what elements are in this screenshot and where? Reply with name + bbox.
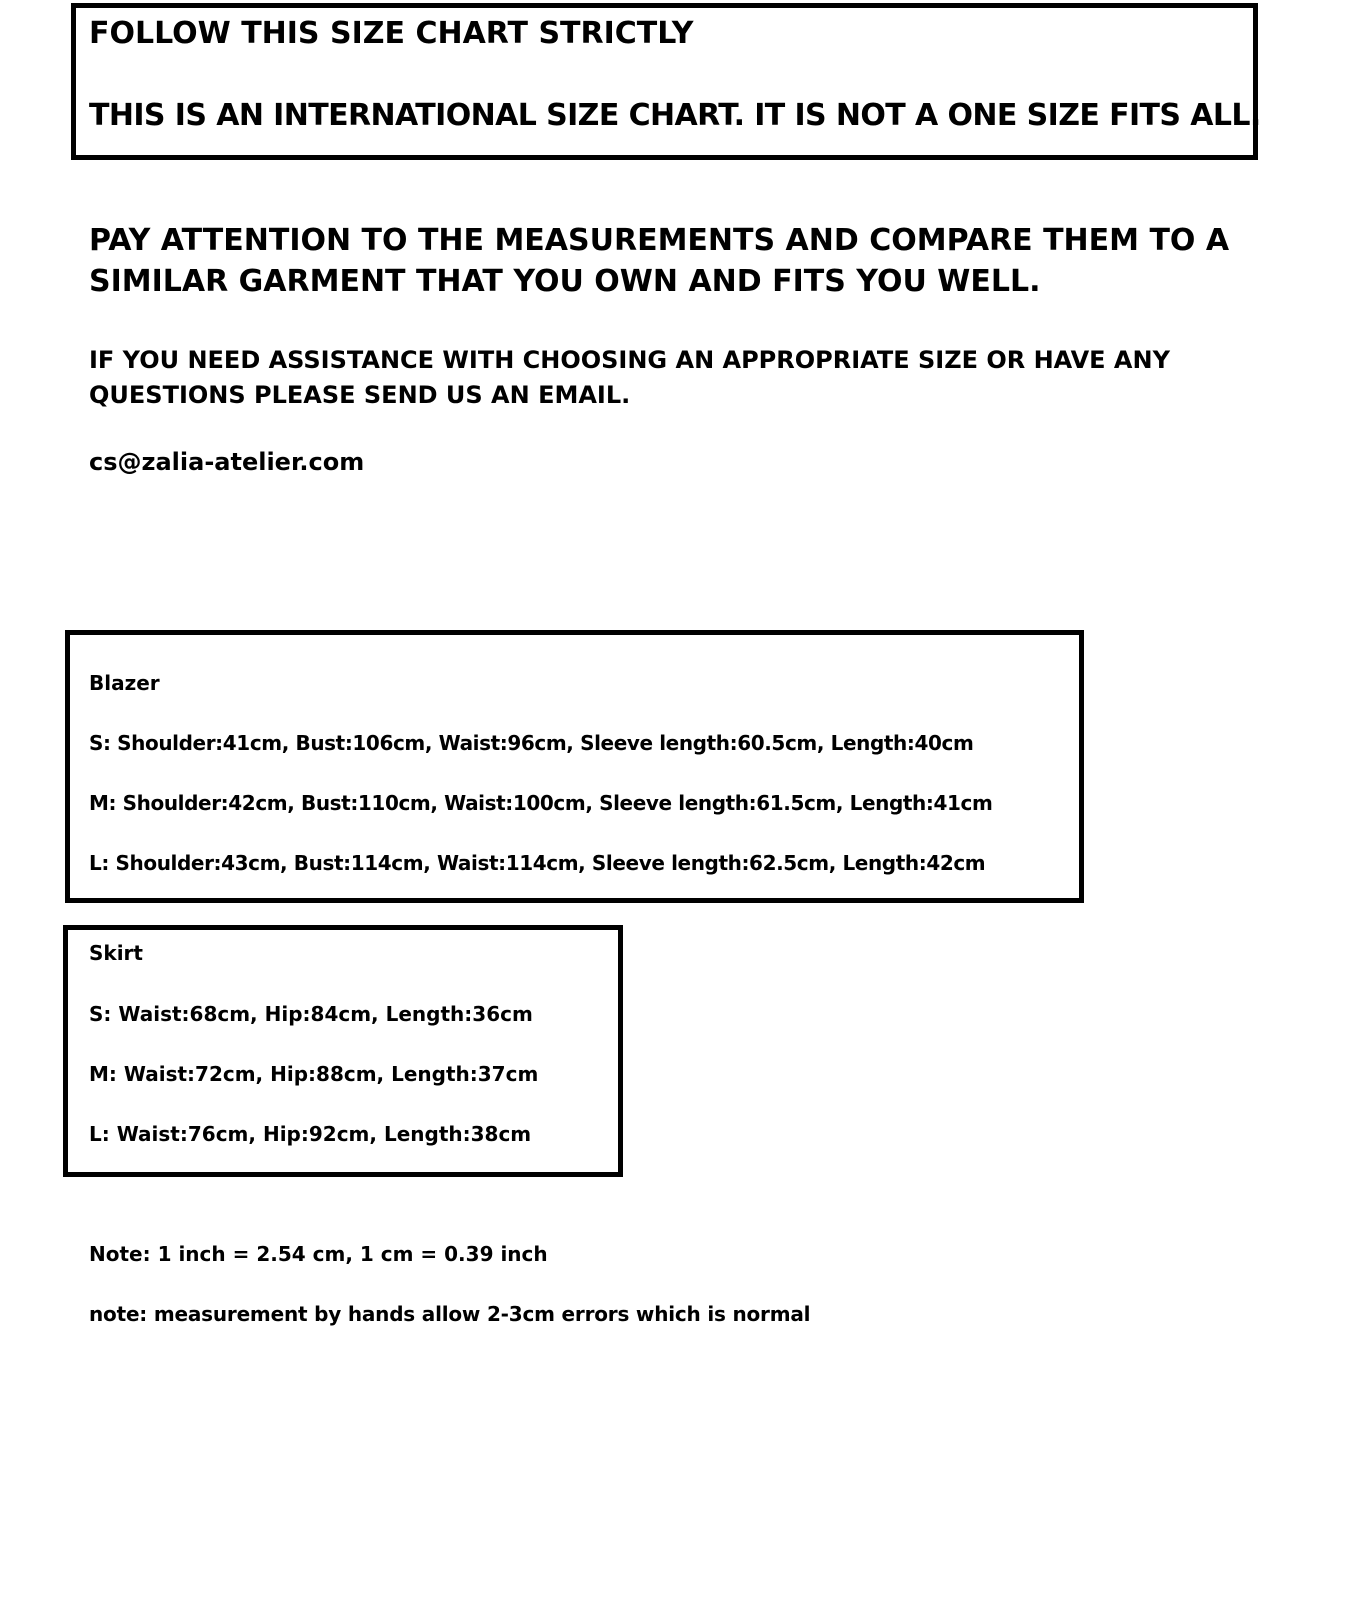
follow-strictly-heading: FOLLOW THIS SIZE CHART STRICTLY [89,16,694,51]
measurement-error-note: note: measurement by hands allow 2-3cm errors which is normal [89,1302,811,1326]
attention-paragraph: PAY ATTENTION TO THE MEASUREMENTS AND COMPARE THEM TO A SIMILAR GARMENT THAT YOU OWN AND FITS YOU WELL. [89,223,1230,299]
blazer-size-m: M: Shoulder:42cm, Bust:110cm, Waist:100cm, Sleeve length:61.5cm, Length:41cm [89,791,993,815]
skirt-size-l: L: Waist:76cm, Hip:92cm, Length:38cm [89,1122,532,1146]
blazer-title: Blazer [89,671,160,695]
international-size-heading: THIS IS AN INTERNATIONAL SIZE CHART. IT IS NOT A ONE SIZE FITS ALL. [89,98,1261,133]
unit-conversion-note: Note: 1 inch = 2.54 cm, 1 cm = 0.39 inch [89,1242,548,1266]
skirt-size-s: S: Waist:68cm, Hip:84cm, Length:36cm [89,1002,533,1026]
assistance-paragraph: IF YOU NEED ASSISTANCE WITH CHOOSING AN APPROPRIATE SIZE OR HAVE ANY QUESTIONS PLEASE SEND US AN EMAIL. [89,346,1170,409]
blazer-size-l: L: Shoulder:43cm, Bust:114cm, Waist:114cm, Sleeve length:62.5cm, Length:42cm [89,851,986,875]
contact-email: cs@zalia-atelier.com [89,448,365,476]
blazer-size-s: S: Shoulder:41cm, Bust:106cm, Waist:96cm, Sleeve length:60.5cm, Length:40cm [89,731,974,755]
skirt-size-m: M: Waist:72cm, Hip:88cm, Length:37cm [89,1062,539,1086]
skirt-title: Skirt [89,941,143,965]
